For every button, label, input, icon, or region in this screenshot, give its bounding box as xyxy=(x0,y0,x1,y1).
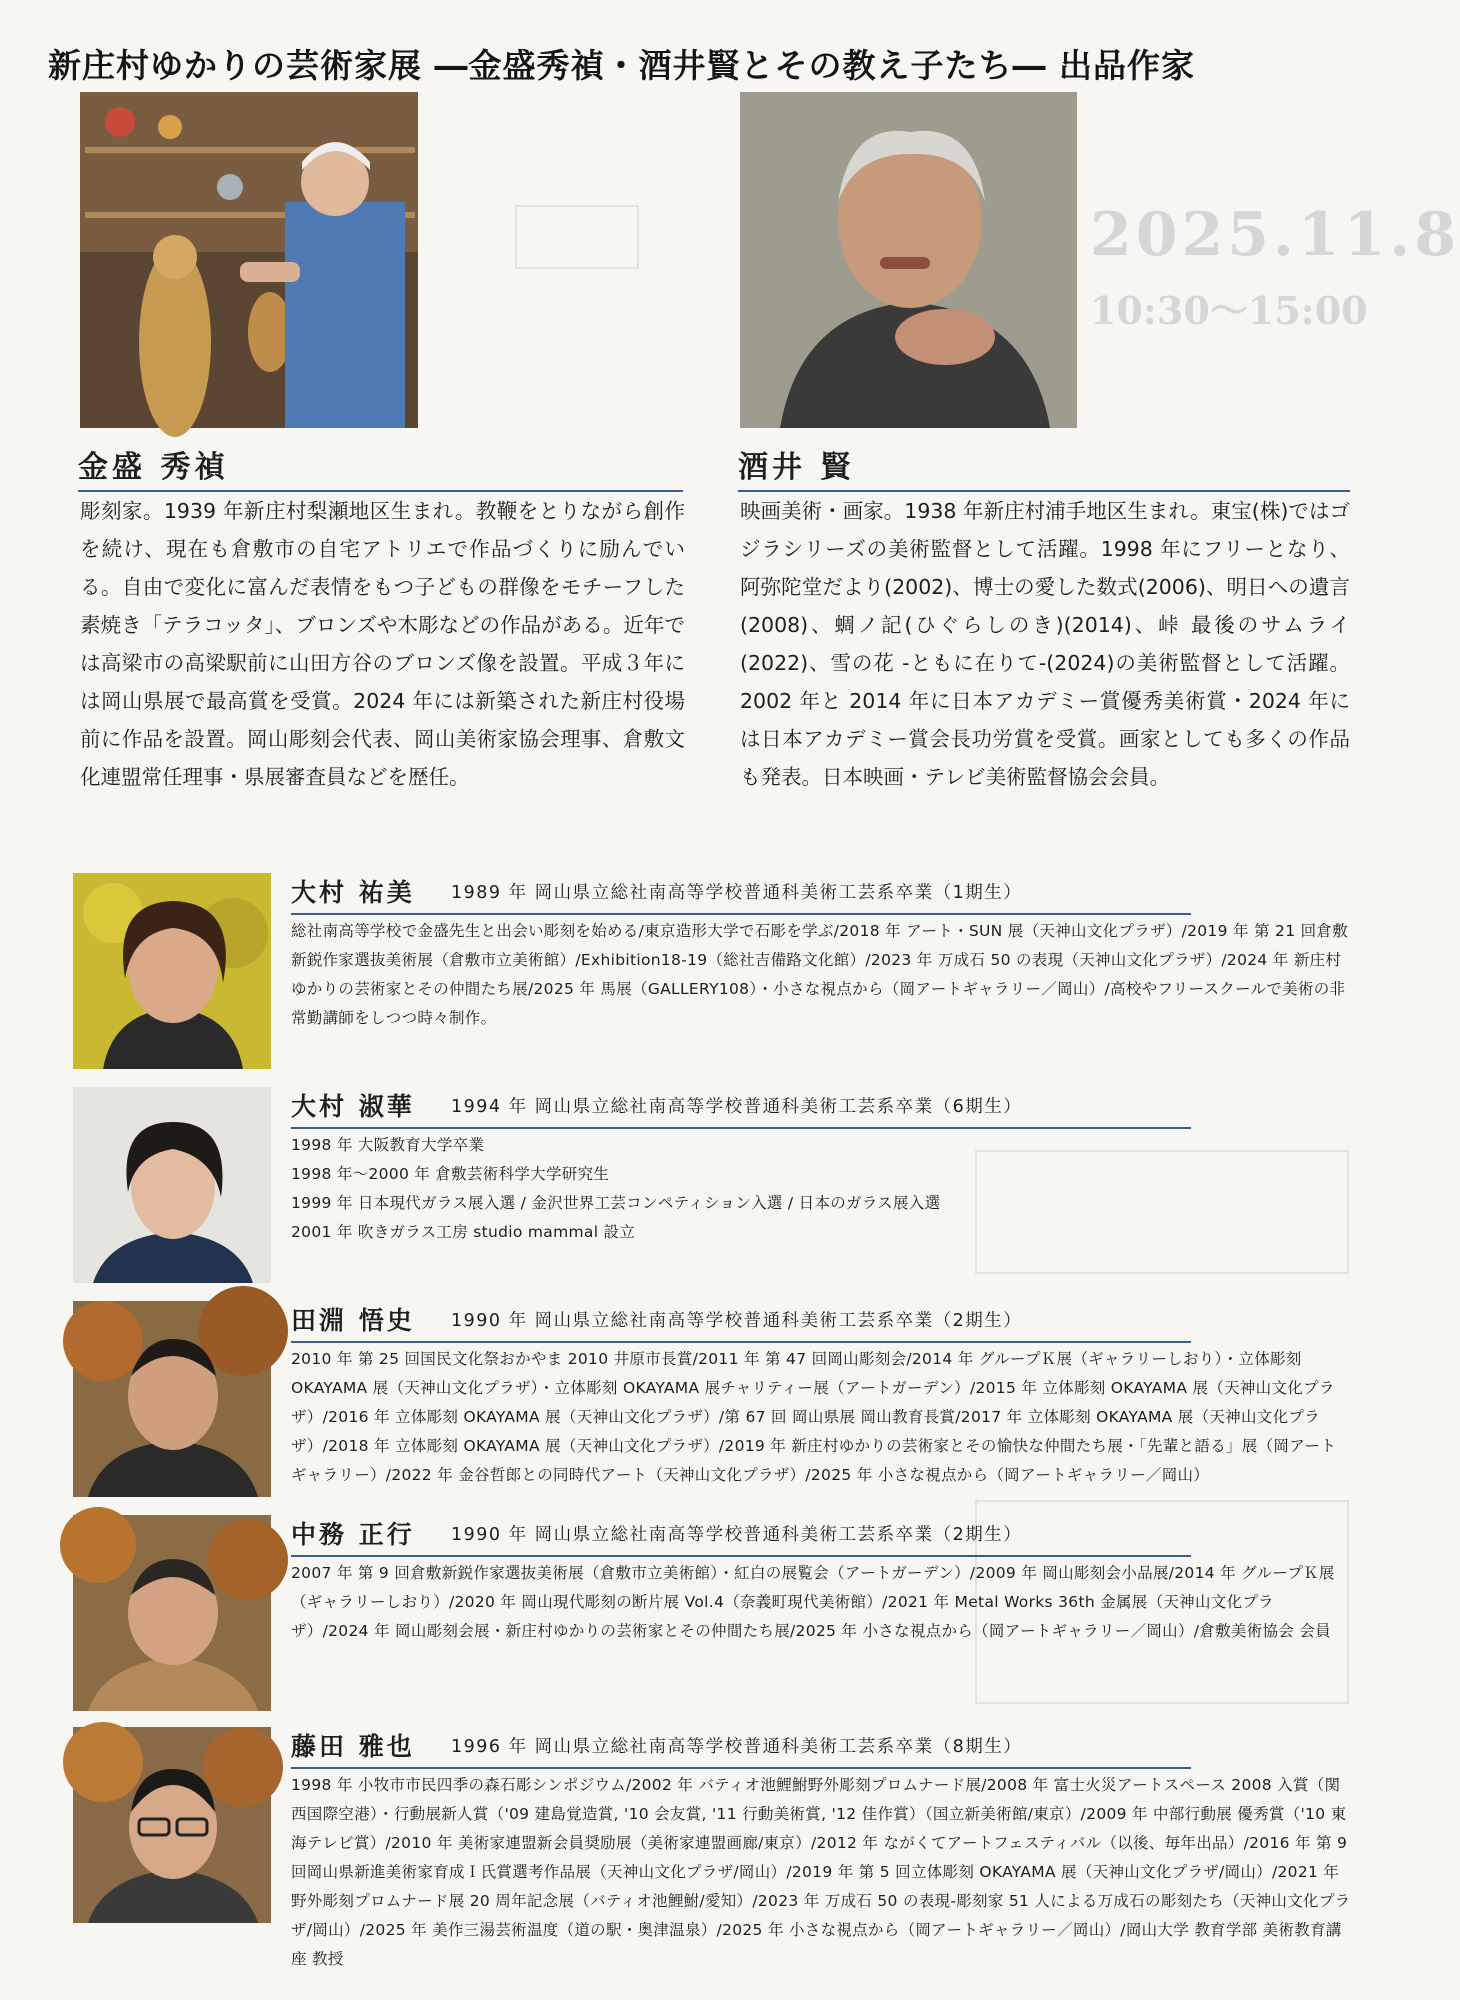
alumni-name: 藤田 雅也 xyxy=(291,1732,415,1761)
alumni-graduation: 1990 年 岡山県立総社南高等学校普通科美術工芸系卒業（2期生） xyxy=(451,1311,1023,1331)
portrait-photo xyxy=(73,1727,271,1923)
alumni-entry xyxy=(73,1727,1353,1968)
alumni-entry xyxy=(73,1301,1353,1497)
alumni-heading xyxy=(291,1727,1191,1769)
alumni-name: 大村 淑華 xyxy=(291,1092,415,1121)
alumni-career: 2007 年 第 9 回倉敷新鋭作家選抜美術展（倉敷市立美術館）・紅白の展覧会（アートガーデン）/2009 年 岡山彫刻会小品展/2014 年 グループＫ展（ギャラリーしおり）/2020 年 岡山現代彫刻の断片展 Vol.4（奈義町現代美術館）/2021 年 Metal Works 36th 金属展（天神山文化プラザ）/2024 年 岡山彫刻会展・新庄村ゆかりの芸術家とその仲間たち展/2025 年 小さな視点から（岡アートギャラリー／岡山）/倉敷美術協会 会員 xyxy=(291,1564,1335,1640)
alumni-heading xyxy=(291,1515,1191,1557)
alumni-graduation: 1994 年 岡山県立総社南高等学校普通科美術工芸系卒業（6期生） xyxy=(451,1097,1023,1117)
alumni-entry xyxy=(73,1515,1353,1711)
bleed-through-box xyxy=(515,205,639,269)
alumni-career: 1998 年 小牧市市民四季の森石彫シンポジウム/2002 年 バティオ池鯉鮒野外彫刻プロムナード展/2008 年 富士火災アートスペース 2008 入賞（関西国際空港）・行動展新人賞（'09 建島覚造賞, '10 会友賞, '11 行動美術賞, '12 佳作賞）（国立新美術館/東京）/2009 年 中部行動展 優秀賞（'10 東海テレビ賞）/2010 年 美術家連盟新会員奨励展（美術家連盟画廊/東京）/2012 年 ながくてアートフェスティバル（以後、毎年出品）/2016 年 第 9 回岡山県新進美術家育成Ｉ氏賞選考作品展（天神山文化プラザ/岡山）/2019 年 第 5 回立体彫刻 OKAYAMA 展（天神山文化プラザ/岡山）/2021 年 野外彫刻プロムナード展 20 周年記念展（バティオ池鯉鮒/愛知）/2023 年 万成石 50 の表現-彫刻家 51 人による万成石の彫刻たち（天神山文化プラザ/岡山）/2025 年 美作三湯芸術温度（道の駅・奥津温泉）/2025 年 小さな視点から（岡アートギャラリー／岡山）/岡山大学 教育学部 美術教育講座 教授 xyxy=(291,1776,1351,1968)
alumni-entry xyxy=(73,1087,1353,1283)
sakai-photo xyxy=(740,92,1077,428)
main-artist-bio-kanamori: 彫刻家。1939 年新庄村梨瀬地区生まれ。教鞭をとりながら創作を続け、現在も倉敷市の自宅アトリエで作品づくりに励んでいる。自由で変化に富んだ表情をもつ子どもの群像をモチーフした素焼き「テラコッタ」、ブロンズや木彫などの作品がある。近年では高梁市の高梁駅前に山田方谷のブロンズ像を設置。平成３年には岡山県展で最高賞を受賞。2024 年には新築された新庄村役場前に作品を設置。岡山彫刻会代表、岡山美術家協会理事、倉敷文化連盟常任理事・県展審査員などを歴任。 xyxy=(80,499,685,789)
portrait-photo xyxy=(73,873,271,1069)
career-line: 1999 年 日本現代ガラス展入選 / 金沢世界工芸コンペティション入選 / 日本のガラス展入選 xyxy=(291,1194,941,1212)
page-title: 新庄村ゆかりの芸術家展 ―金盛秀禎・酒井賢とその教え子たち― 出品作家 xyxy=(48,46,1195,85)
portrait-photo xyxy=(73,1301,271,1497)
alumni-name: 中務 正行 xyxy=(291,1520,415,1549)
alumni-heading xyxy=(291,1301,1191,1343)
career-line: 1998 年～2000 年 倉敷芸術科学大学研究生 xyxy=(291,1165,610,1183)
alumni-heading xyxy=(291,1087,1191,1129)
alumni-graduation: 1996 年 岡山県立総社南高等学校普通科美術工芸系卒業（8期生） xyxy=(451,1737,1023,1757)
alumni-career: 総社南高等学校で金盛先生と出会い彫刻を始める/東京造形大学で石彫を学ぶ/2018 年 アート・SUN 展（天神山文化プラザ）/2019 年 第 21 回倉敷新鋭作家選抜美術展（倉敷市立美術館）/Exhibition18-19（総社吉備路文化館）/2023 年 万成石 50 の表現（天神山文化プラザ）/2024 年 新庄村ゆかりの芸術家とその仲間たち展/2025 年 馬展（GALLERY108）・小さな視点から（岡アートギャラリー／岡山）/高校やフリースクールで美術の非常勤講師をしつつ時々制作。 xyxy=(291,922,1348,1027)
alumni-career: 2010 年 第 25 回国民文化祭おかやま 2010 井原市長賞/2011 年 第 47 回岡山彫刻会/2014 年 グループＫ展（ギャラリーしおり）・立体彫刻 OKAYAMA 展（天神山文化プラザ）・立体彫刻 OKAYAMA 展チャリティー展（アートガーデン）/2015 年 立体彫刻 OKAYAMA 展（天神山文化プラザ）/2016 年 立体彫刻 OKAYAMA 展（天神山文化プラザ）/第 67 回 岡山県展 岡山教育長賞/2017 年 立体彫刻 OKAYAMA 展（天神山文化プラザ）/2018 年 立体彫刻 OKAYAMA 展（天神山文化プラザ）/2019 年 新庄村ゆかりの芸術家とその愉快な仲間たち展・「先輩と語る」展（岡アートギャラリー）/2022 年 金谷哲郎との同時代アート（天神山文化プラザ）/2025 年 小さな視点から（岡アートギャラリー／岡山） xyxy=(291,1350,1337,1484)
career-line: 2001 年 吹きガラス工房 studio mammal 設立 xyxy=(291,1223,636,1241)
career-line: 1998 年 大阪教育大学卒業 xyxy=(291,1136,485,1154)
alumni-name: 田淵 悟史 xyxy=(291,1306,415,1335)
main-artist-name-kanamori: 金盛 秀禎 xyxy=(78,442,683,492)
alumni-name: 大村 祐美 xyxy=(291,878,415,907)
alumni-career xyxy=(291,1131,1351,1247)
alumni-graduation: 1990 年 岡山県立総社南高等学校普通科美術工芸系卒業（2期生） xyxy=(451,1525,1023,1545)
portrait-photo xyxy=(73,1087,271,1283)
alumni-heading xyxy=(291,873,1191,915)
main-artist-name-sakai: 酒井 賢 xyxy=(738,442,1350,492)
portrait-photo xyxy=(73,1515,271,1711)
alumni-entry xyxy=(73,873,1353,1069)
bleed-through-text: 10:30～15:00 xyxy=(1090,288,1368,333)
bleed-through-text: 2025.11.8 xyxy=(1090,200,1460,270)
main-artist-bio-sakai: 映画美術・画家。1938 年新庄村浦手地区生まれ。東宝(株)ではゴジラシリーズの美術監督として活躍。1998 年にフリーとなり、阿弥陀堂だより(2002)、博士の愛した数式(2006)、明日への遺言(2008)、蜩ノ記(ひぐらしのき)(2014)、峠 最後のサムライ(2022)、雪の花 -ともに在りて-(2024)の美術監督として活躍。2002 年と 2014 年に日本アカデミー賞優秀美術賞・2024 年には日本アカデミー賞会長功労賞を受賞。画家としても多くの作品も発表。日本映画・テレビ美術監督協会会員。 xyxy=(740,499,1350,789)
kanamori-photo xyxy=(80,92,418,428)
alumni-graduation: 1989 年 岡山県立総社南高等学校普通科美術工芸系卒業（1期生） xyxy=(451,883,1023,903)
